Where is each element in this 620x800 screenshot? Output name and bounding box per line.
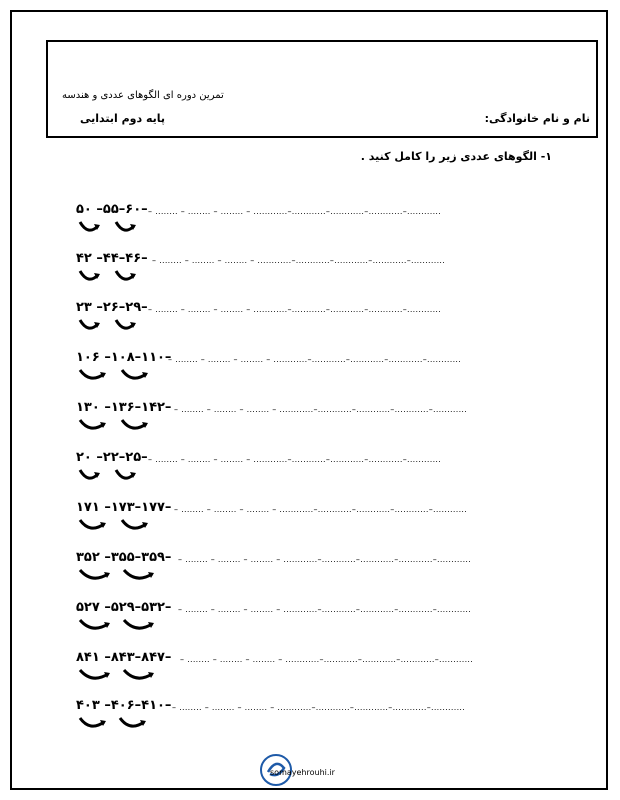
pattern-blanks[interactable]: – ........ – ........ – ........ – ............–............–............–............–............ (148, 207, 442, 216)
jump-arrows-icon (76, 516, 166, 536)
name-label: نام و نام خانوادگی: (484, 112, 590, 125)
pattern-start: ۲۰ –۲۲–۲۵– (76, 450, 148, 465)
jump-arrows-icon (76, 267, 166, 287)
jump-arrows-icon (76, 566, 166, 586)
jump-arrows-icon (76, 466, 166, 486)
pattern-start: ۱۷۱ –۱۷۳–۱۷۷– (76, 500, 172, 515)
pattern-blanks[interactable]: – ........ – ........ – ........ – ............–............–............–............–............ (168, 355, 462, 364)
jump-arrows-icon (76, 714, 166, 734)
pattern-start: ۱۰۶ –۱۰۸–۱۱۰– (76, 350, 172, 365)
grade-label: پایه دوم ابتدایی (80, 112, 166, 125)
instruction-text: ۱- الگوهای عددی زیر را کامل کنید . (360, 150, 552, 163)
jump-arrows-icon (76, 666, 166, 686)
pattern-start: ۵۰ –۵۵–۶۰– (76, 202, 148, 217)
pattern-blanks[interactable]: – ........ – ........ – ........ – ............–............–............–............–............ (178, 555, 472, 564)
pattern-blanks[interactable]: – ........ – ........ – ........ – ............–............–............–............–............ (148, 305, 442, 314)
jump-arrows-icon (76, 616, 166, 636)
pattern-blanks[interactable]: – ........ – ........ – ........ – ............–............–............–............–............ (152, 256, 446, 265)
jump-arrows-icon (76, 416, 166, 436)
jump-arrows-icon (76, 366, 166, 386)
pattern-start: ۵۲۷ –۵۲۹–۵۳۲– (76, 600, 172, 615)
pattern-blanks[interactable]: – ........ – ........ – ........ – ............–............–............–............–............ (174, 505, 468, 514)
jump-arrows-icon (76, 218, 166, 238)
footer-url: somayehrouhi.ir (270, 768, 335, 777)
pattern-start: ۸۴۱ –۸۴۳–۸۴۷– (76, 650, 172, 665)
pattern-blanks[interactable]: – ........ – ........ – ........ – ............–............–............–............–............ (180, 655, 474, 664)
pattern-blanks[interactable]: – ........ – ........ – ........ – ............–............–............–............–............ (174, 405, 468, 414)
pattern-start: ۴۲ –۴۴–۴۶– (76, 251, 148, 266)
jump-arrows-icon (76, 316, 166, 336)
pattern-start: ۳۵۲ –۳۵۵–۳۵۹– (76, 550, 172, 565)
pattern-start: ۴۰۳ –۴۰۶–۴۱۰– (76, 698, 172, 713)
worksheet-title: تمرین دوره ای الگوهای عددی و هندسه (62, 90, 224, 101)
pattern-start: ۲۳ –۲۶–۲۹– (76, 300, 148, 315)
pattern-blanks[interactable]: – ........ – ........ – ........ – ............–............–............–............–............ (172, 703, 466, 712)
pattern-blanks[interactable]: – ........ – ........ – ........ – ............–............–............–............–............ (178, 605, 472, 614)
pattern-blanks[interactable]: – ........ – ........ – ........ – ............–............–............–............–............ (148, 455, 442, 464)
pattern-start: ۱۳۰ –۱۳۶–۱۴۲– (76, 400, 172, 415)
